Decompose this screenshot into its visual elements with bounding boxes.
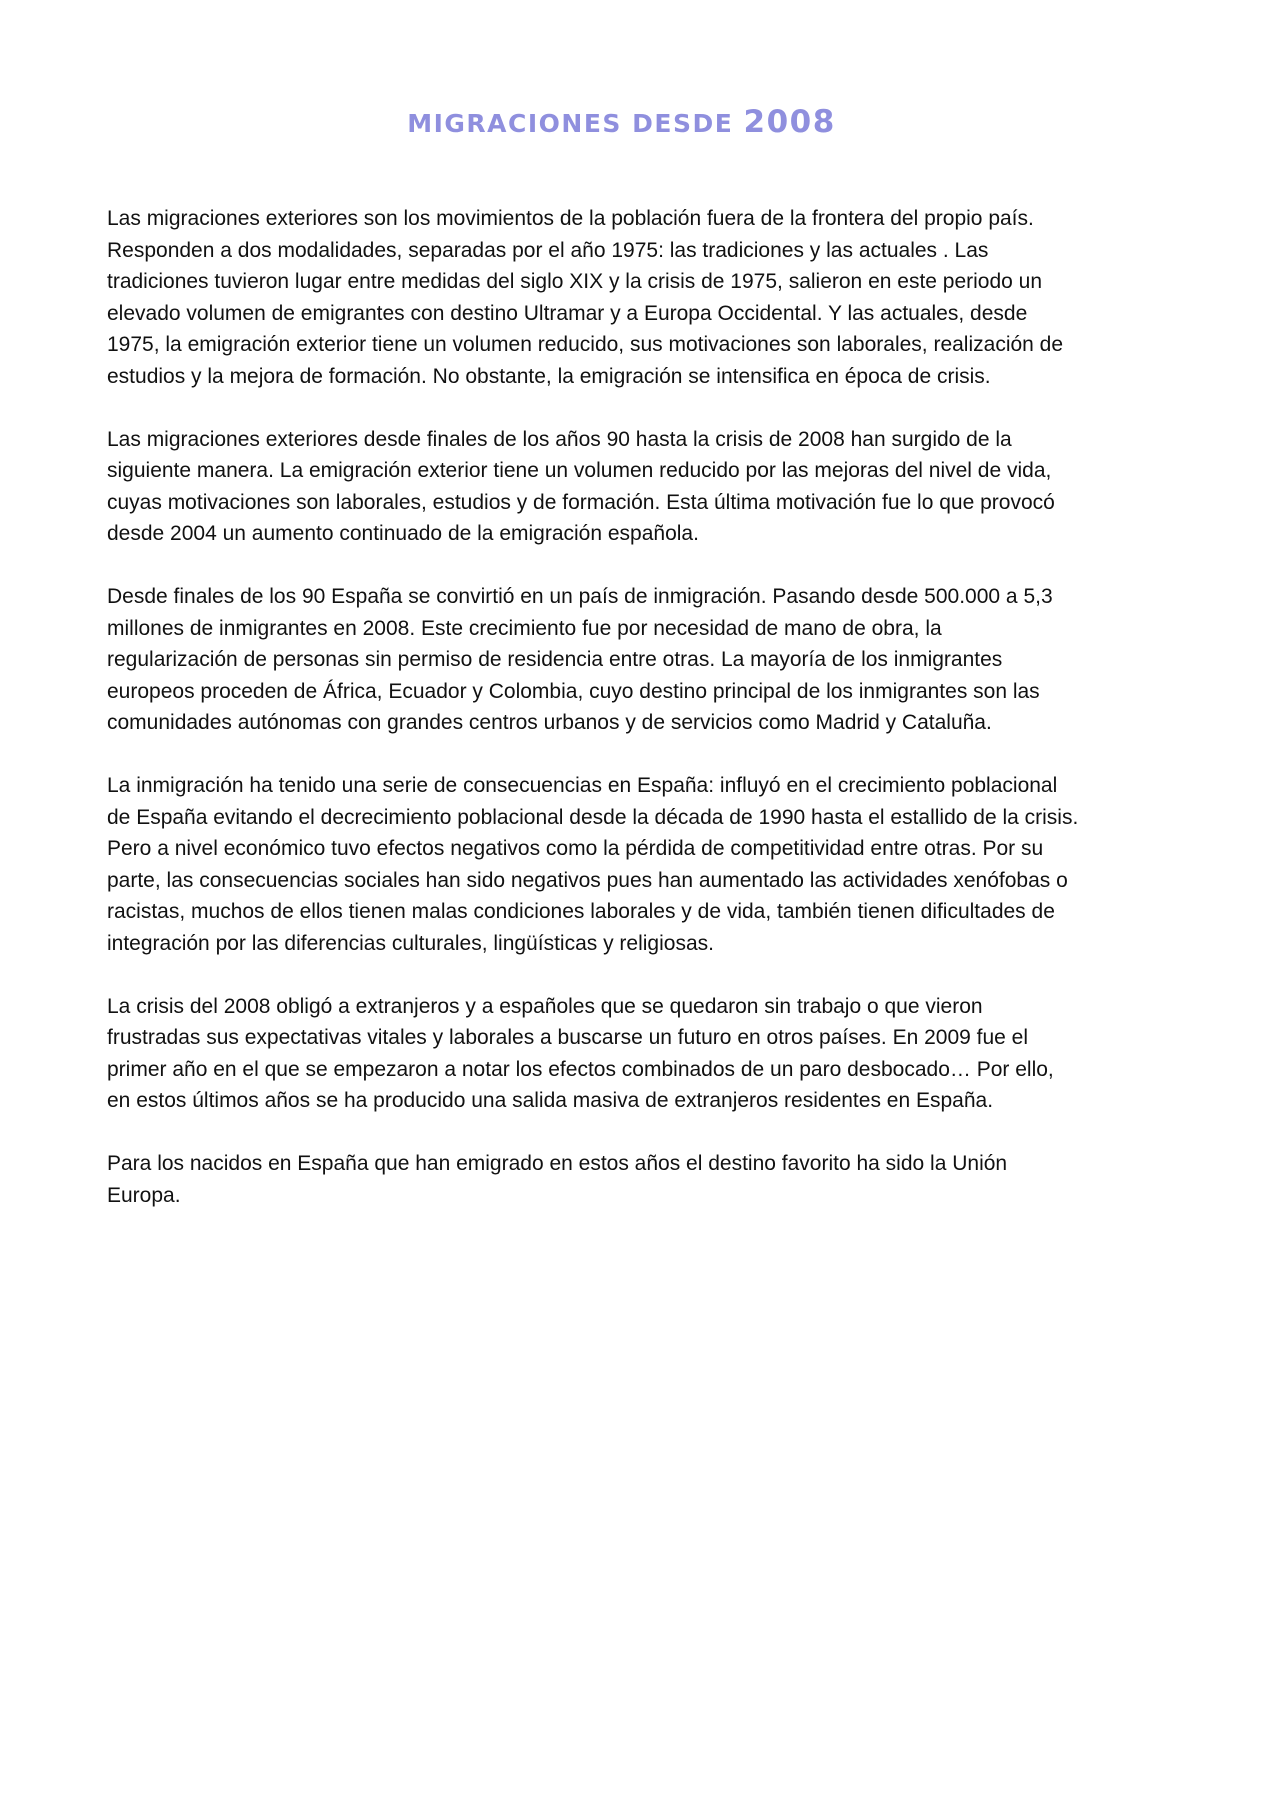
document-title xyxy=(0,104,1243,142)
paragraph-crisis-2008: La crisis del 2008 obligó a extranjeros y a españoles que se quedaron sin trabajo o que vieron frustradas sus expectativas vitales y laborales a buscarse un futuro en otros países. En 2009 fue el primer año en el que se empezaron a notar los efectos combinados de un paro desbocado… Por ello, en estos últimos años se ha producido una salida masiva de extranjeros residentes en España. xyxy=(107,994,1054,1112)
paragraph-immigration-consequences: La inmigración ha tenido una serie de consecuencias en España: influyó en el crecimiento poblacional de España evitando el decrecimiento poblacional desde la década de 1990 hasta el estallido de la crisis. Pero a nivel económico tuvo efectos negativos como la pérdida de competitividad entre otras. Por su parte, las consecuencias sociales han sido negativos pues han aumentado las actividades xenófobas o racistas, muchos de ellos tienen malas condiciones laborales y de vida, también tienen dificultades de integración por las diferencias culturales, lingüísticas y religiosas. xyxy=(107,774,1079,955)
document-title-year: 2008 xyxy=(743,104,836,140)
document-title-text: MIGRACIONES DESDE xyxy=(407,109,744,138)
paragraph-emigration-types: Las migraciones exteriores son los movimientos de la población fuera de la frontera del propio país. Responden a dos modalidades, separadas por el año 1975: las tradiciones y las actuales . Las tradiciones tuvieron lugar entre medidas del siglo XIX y la crisis de 1975, salieron en este periodo un elevado volumen de emigrantes con destino Ultramar y a Europa Occidental. Y las actuales, desde 1975, la emigración exterior tiene un volumen reducido, sus motivaciones son laborales, realización de estudios y la mejora de formación. No obstante, la emigración se intensifica en época de crisis. xyxy=(107,207,1064,388)
paragraph-emigration-90s-2008: Las migraciones exteriores desde finales de los años 90 hasta la crisis de 2008 han surgido de la siguiente manera. La emigración exterior tiene un volumen reducido por las mejoras del nivel de vida, cuyas motivaciones son laborales, estudios y de formación. Esta última motivación fue lo que provocó desde 2004 un aumento continuado de la emigración española. xyxy=(107,427,1055,545)
paragraph-destination-eu: Para los nacidos en España que han emigrado en estos años el destino favorito ha sido la Unión Europa. xyxy=(107,1152,1008,1207)
document-body xyxy=(107,203,1193,1243)
paragraph-immigration-spain: Desde finales de los 90 España se convirtió en un país de inmigración. Pasando desde 500.000 a 5,3 millones de inmigrantes en 2008. Este crecimiento fue por necesidad de mano de obra, la regularización de personas sin permiso de residencia entre otras. La mayoría de los inmigrantes europeos proceden de África, Ecuador y Colombia, cuyo destino principal de los inmigrantes son las comunidades autónomas con grandes centros urbanos y de servicios como Madrid y Cataluña. xyxy=(107,585,1053,734)
